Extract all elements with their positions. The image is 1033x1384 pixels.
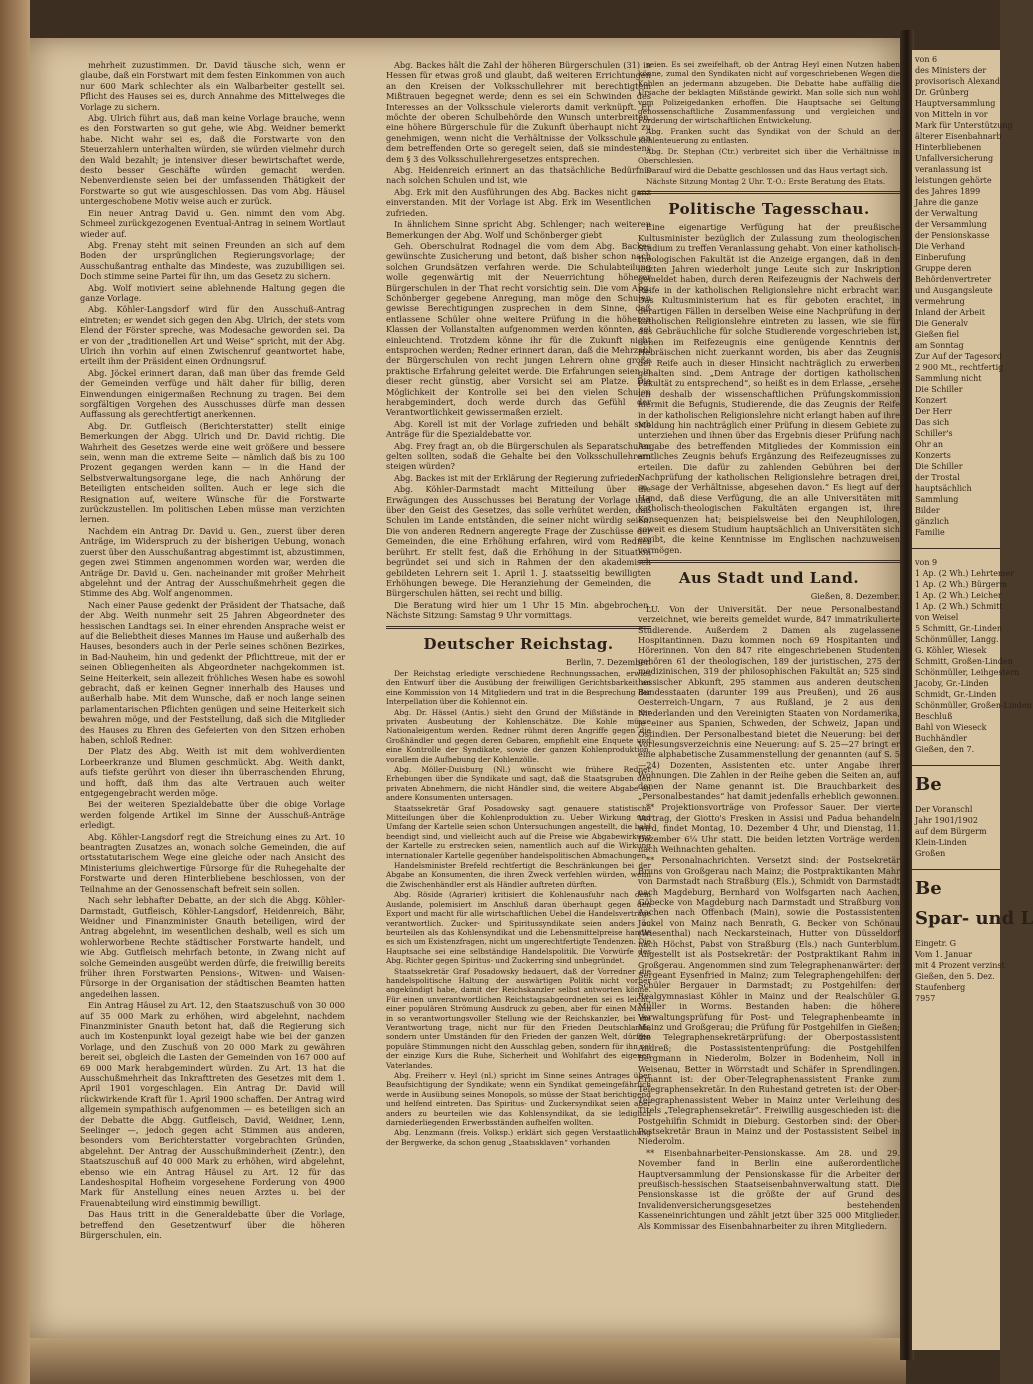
article-paragraph: Abg. Köhler-Langsdorf regt die Streichung eines zu Art. 10 beantragten Zusatzes an, wonach solche Gemeinden, die auf ortsstatutarischem Wege eine gleiche oder nach Ansicht des Ministeriums gleichwertige Fürsorge für die Ruhegehalte der Forstwarte und deren Hinterbliebene beschlossen, von der Teilnahme an der Genossenschaft befreit sein sollen.: [80, 831, 345, 894]
facing-page-line: Bilder: [915, 506, 940, 515]
facing-page-line: des Jahres 1899: [915, 187, 981, 196]
article-paragraph: seien. Es sei zweifelhaft, ob der Antrag Heyl einen Nutzen haben könne, zumal den Syndikaten nicht auf vorgeschriebenen Wegen die Kohlen an jedermann abzugeben. Die Debatte habe auffällig die Ursache der beklagten Mißstände gewirkt. Man solle sich nun wohl vom Polizeigedanken erhoffen. Die Hauptsache sei Geltung genossenschaftliche Zusammenfassung und vergleichen und Förderung der wirtschaftlichen Entwickelung.: [638, 60, 900, 126]
article-paragraph: Abg. Ulrich führt aus, daß man keine Vorlage brauche, wenn es den Forstwarten so gut gehe, wie Abg. Weidner bemerkt habe. Nicht wahr sei es, daß die Forstwarte von den Steuerzahlern unterhalten würden, sie würden vielmehr durch den Wald bezahlt; je intensiver dieser bewirtschaftet werde, desto besser Geschäfte würden gemacht werden. Nebenverdienste seien bei der umfassenden Thätigkeit der Forstwarte so gut wie ausgeschlossen. Das vom Abg. Häusel untergeschobene Motiv weise auch er zurück.: [80, 113, 345, 207]
article-paragraph: Handelsminister Brefeld rechtfertigt die Beschränkungen bei der Abgabe an Konsumenten, die ihren Zweck verfehlen würden, wenn die Zwischenhändler erst als Händler auftreten dürften.: [386, 861, 651, 889]
facing-page-line: Buchhändler: [915, 734, 967, 743]
facing-page-text-mid: [912, 800, 1000, 863]
facing-page-line: Schönmüller, Großen-Linden: [915, 701, 1032, 710]
facing-page-line: Sammlung: [915, 495, 959, 504]
facing-page-line: von Mitteln in vor: [915, 110, 988, 119]
facing-page-line: von 6: [915, 55, 938, 64]
column-2-paragraphs: [386, 60, 651, 621]
facing-page-line: mit 4 Prozent verzinst: [915, 961, 1005, 970]
facing-page-heading-2: Be: [915, 878, 942, 899]
facing-page-heading-1: Be: [915, 774, 942, 795]
article-paragraph: Abg. Frenay steht mit seinen Freunden an sich auf dem Boden der ursprünglichen Regierungsvorlage; der Ausschußantrag enthalte das Mindeste, was zuzubilligen sei. Doch stimme seine Partei für ihn, um das Gesetz zu sichern.: [80, 239, 345, 282]
page-stack-edge: [30, 1338, 906, 1384]
section-title-local: Aus Stadt und Land.: [678, 569, 860, 588]
article-paragraph: Abg. Erk mit den Ausführungen des Abg. Backes nicht ganz einverstanden. Mit der Vorlage ist Abg. Erk im Wesentlichen zufrieden.: [386, 186, 651, 218]
facing-page-line: Die Schiller: [915, 385, 963, 394]
facing-page-line: Behördenvertreter: [915, 275, 992, 284]
facing-page-line: Hinterbliebenen: [915, 143, 982, 152]
article-paragraph: Nachdem ein Antrag Dr. David u. Gen., zuerst über deren Anträge, im Widerspruch zu der bisherigen Uebung, wonach zuerst über den Ausschußantrag abgestimmt ist, abzustimmen, gegen zwei Stimmen angenommen worden war, werden die Anträge Dr. David u. Gen. nacheinander mit großer Mehrheit abgelehnt und der Antrag der Ausschußmehrheit gegen die Stimme des Abg. Wolf angenommen.: [80, 525, 345, 599]
book-left-edge: [0, 0, 30, 1384]
article-paragraph: Abg. Jöckel erinnert daran, daß man über das fremde Geld der Gemeinden verfüge und hält daher für billig, deren Einwendungen einigermaßen Rechnung zu tragen. Bei dem sorgfältigen Vorgehen des Ausschusses dürfe man dessen Auffassung als gerechtfertigt anerkennen.: [80, 367, 345, 420]
facing-page-line: Staufenberg: [915, 983, 966, 992]
facing-page-line: Hauptversammlung: [915, 99, 996, 108]
article-paragraph: Abg. Dr. Stephan (Ctr.) verbreitet sich über die Verhältnisse in Oberschlesien.: [638, 146, 900, 166]
facing-page-line: Gießen, den 7.: [915, 745, 975, 754]
facing-page-line: Zur Auf der Tagesord: [915, 352, 1002, 361]
facing-page-line: Das sich: [915, 418, 950, 427]
facing-page-text-bottom: [912, 934, 1005, 1008]
facing-page-line: Ohr an: [915, 440, 943, 449]
article-paragraph: Abg. Köhler-Langsdorf wird für den Ausschuß-Antrag eintreten; er wendet sich gegen den Abg. Ulrich, der stets vom Elend der Förster spreche, was Modesache geworden sei. Da er von der „traditionellen Art und Weise“ spricht, mit der Abg. Ulrich ihn vorhin auf einen Zwischenruf geantwortet habe, erteilt ihm der Präsident einen Ordnungsruf.: [80, 304, 345, 367]
column-tagesschau: [638, 60, 900, 1232]
facing-page-line: Eingetr. G: [915, 939, 957, 948]
facing-page-line: Der Voranschl: [915, 805, 973, 814]
reichstag-report: [386, 669, 651, 1147]
facing-page-line: vermehrung: [915, 297, 965, 306]
facing-page-line: provisorisch Alexand: [915, 77, 1001, 86]
article-paragraph: Staatssekretär Graf Posadowsky bedauert, daß der Vorredner die handelspolitische Haltung der auswärtigen Politik nicht vorher angekündigt habe, damit der Reichskanzler selbst antworten könne. Für einen unverantwortlichen Reichstagsabgeordneten sei es leicht, einer populären Strömung Ausdruck zu geben, aber für einen Mann in so verantwortungsvoller Stellung wie der Reichskanzler, bei die Verantwortung trage, nicht nur für den Frieden Deutschlands, sondern unter Umständen für den Frieden der ganzen Welt, dürften populäre Stimmungen nicht den Ausschlag geben, sondern für ihn sei der einzige Kurs die Ruhe, Sicherheit und Wohlfahrt des eigenen Vaterlandes.: [386, 966, 651, 1070]
facing-page-line: der Pensionskasse: [915, 231, 990, 240]
article-paragraph: ** Projektionsvorträge von Professor Sauer. Der vierte Vortrag, der Giotto's Fresken in Assisi und Padua behandeln wird, findet Montag, 10. Dezember 4 Uhr, und Dienstag, 11. Dezember 6¼ Uhr statt. Die beiden letzten Vorträge werden nach Weihnachten gehalten.: [638, 802, 900, 855]
section-title-reichstag: Deutscher Reichstag.: [423, 634, 614, 653]
facing-page-line: älterer Eisenbahnarb: [915, 132, 1002, 141]
facing-page-line: von Weisel: [915, 613, 959, 622]
facing-page-line: Schiller's: [915, 429, 953, 438]
article-paragraph: mehrheit zuzustimmen. Dr. David täusche sich, wenn er glaube, daß ein Forstwart mit dem festen Einkommen von auch nur 600 Mark schlechter als ein Walbarbeiter gestellt sei. Pflicht des Hauses sei es, durch Annahme des Mittelweges die Vorlage zu sichern.: [80, 60, 345, 112]
facing-page-line: 1 Ap. (2 Wh.) Schmitt: [915, 602, 1003, 611]
article-paragraph: ** Personalnachrichten. Versetzt sind: der Postsekretär Bruns von Großgerau nach Mainz; die Postpraktikanten Mahr von Darmstadt nach Straßburg (Els.), Schmidt von Darmstadt nach Magdeburg, Bernhard von Wolfsgarten nach Aachen, Göbecke von Magdeburg nach Darmstadt und Straßburg von Aachen nach Offenbach (Main), sowie die Postassistenten Jöckel von Mainz nach Benrath, G. Becker von Schönau (Wiesenthal) nach Neckarsteinach, Hutter von Düsseldorf nach Höchst, Pabst von Straßburg (Els.) nach Gunterblum. Angestellt ist als Postsekretär: der Postpraktikant Rahm in Großgerau. Angenommen sind zum Telegraphenanwärter: der Sergeant Eysenfried in Mainz; zum Telegraphengehilfen: der Schüler Bergauer in Darmstadt; zu Postgehilfen: der Realgymnasiast Köhler in Mainz und der Realschüler G. Müller in Worms. Bestanden haben: die höhere Verwaltungsprüfung für Post- und Telegraphenbeamte in Mainz und Großgerau; die Prüfung für Postgehilfen in Gießen; die Telegraphensekretärprüfung: der Oberpostassistent Andreß; die Postassistentenprüfung: die Postgehilfen Bergmann in Niederolm, Bolzer in Bodenheim, Noll in Weisenau, Better in Wörrstadt und Schäfer in Sprendlingen. Ernannt ist: der Ober-Telegraphenassistent Franke zum Telegraphensekretär. In den Ruhestand getreten ist: der Ober-Telegraphenassistent Weber in Mainz unter Verleihung des Titels „Telegraphensekretär“. Freiwillig ausgeschieden ist: die Postgehilfin Schmidt in Dieburg. Gestorben sind: der Ober-Postsekretär Braun in Mainz und der Postassistent Seibel in Niederolm.: [638, 855, 900, 1147]
facing-page-line: Bahl von Wieseck: [915, 723, 987, 732]
article-paragraph: Abg. Köhler-Darmstadt macht Mitteilung über die Erwägungen des Ausschusses bei Beratung der Vorlage und über den Geist des Gesetzes, das solle verhütet werden, daß Schulen im Lande entständen, die seiner nicht würdig seien. Die von anderen Rednern angeregte Frage der Zuschüsse der Gemeinden, die eine Erhöhung erfahren, wird vom Redner berührt. Er stellt fest, daß die Erhöhung in der Situation begründet sei und sich in Rahmen der den akademisch gebildeten Lehrern seit 1. April 1. J. staatsseitig bewilligten Erhöhungen bewege. Die Heranziehung der Gemeinden, die Bürgerschulen hätten, sei recht und billig.: [386, 484, 651, 599]
article-paragraph: In ähnlichem Sinne spricht Abg. Schlenger; nach weiteren Bemerkungen der Abg. Wolf und Schönberger giebt: [386, 219, 651, 240]
facing-page-line: Jacoby, Gr.-Linden: [915, 679, 989, 688]
facing-page-line: Schmitt, Großen-Linden: [915, 657, 1013, 666]
column-landtag: [80, 60, 345, 1242]
facing-page-line: veranlassung ist: [915, 165, 982, 174]
article-paragraph: Abg. Dr. Hässel (Antis.) sieht den Grund der Mißstände in der privaten Ausbeutung der Kohlenschätze. Die Kohle müsse Nationaleigentum werden. Redner rühmt deren Angriffe gegen die Großhändler und gegen deren Gebaren, empfiehlt eine Enquete und eine Kontrolle der Syndikate, sowie der ganzen Kohlenproduktion, vorallem die Aufhebung der Kohlenzölle.: [386, 707, 651, 764]
facing-page-line: 5 Schmitt, Gr.-Linden: [915, 624, 1003, 633]
facing-page-line: Unfallversicherung: [915, 154, 994, 163]
facing-page-line: Konzerts: [915, 451, 951, 460]
facing-page-line: Der Herr: [915, 407, 952, 416]
facing-page-line: Schönmüller, Leihgestern: [915, 668, 1020, 677]
facing-page-line: Klein-Linden: [915, 838, 967, 847]
column-reichstag: [386, 60, 651, 1148]
facing-page-line: 1 Ap. (2 Wh.) Lehrtemer: [915, 569, 1015, 578]
article-paragraph: Abg. Backes hält die Zahl der höheren Bürgerschulen (31) in Hessen für etwas groß und glaubt, daß weiteren Errichtungen an den Kreisen der Volksschullehrer mit berechtigtem Mißtrauen begegnet werde; denn es sei ein Schwinden des Interesses an der Volksschule vielerorts damit verknüpft. Er möchte der oberen Schulbehörde den Wunsch unterbreiten, eine höhere Bürgerschule für die Zukunft überhaupt nicht zu genehmigen, wenn nicht die Verhältnisse der Volksschule an dem betreffenden Orte so geregelt seien, daß sie mindestens dem § 3 des Volksschullehrergesetzes entsprechen.: [386, 60, 651, 164]
facing-page-line: Konzert: [915, 396, 947, 405]
article-paragraph: Bei der weiteren Spezialdebatte über die obige Vorlage werden folgende Artikel im Sinne der Ausschuß-Anträge erledigt.: [80, 799, 345, 831]
facing-page-line: Sammlung nicht: [915, 374, 982, 383]
facing-page-line: der Trostal: [915, 473, 960, 482]
facing-page-line: Gruppe deren: [915, 264, 972, 273]
reichstag-continuation: [638, 60, 900, 186]
article-paragraph: Abg. Frey fragt an, ob die Bürgerschulen als Separatschulen gelten sollten, sodaß die Gehalte bei den Volksschullehrern steigen würden?: [386, 440, 651, 472]
article-paragraph: Abg. Wolf motiviert seine ablehnende Haltung gegen die ganze Vorlage.: [80, 282, 345, 303]
facing-page-line: Jahre die ganze: [915, 198, 979, 207]
article-paragraph: Abg. Korell ist mit der Vorlage zufrieden und behält sich Anträge für die Spezialdebatte vor.: [386, 418, 651, 440]
facing-page-text-top: [912, 50, 1013, 542]
article-paragraph: Abg. Franken sucht das Syndikat von der Schuld an der Kohlenteuerung zu entlasten.: [638, 126, 900, 146]
facing-page-line: Gießen fiel: [915, 330, 960, 339]
article-paragraph: LU. Von der Universität. Der neue Personalbestand verzeichnet, wie bereits gemeldet wurde, 847 immatrikulierte Studierende. Außerdem 2 Damen als zugelassene Hospitantinnen. Dazu kommen noch 69 Hospitanten und Hörerinnen. Von den 847 rite eingeschriebenen Studenten gehören 61 der theologischen, 189 der juristischen, 275 der medizinischen, 319 der philosophischen Fakultät an; 525 sind hessischer Abkunft, 295 stammen aus anderen deutschen Bundesstaaten (darunter 199 aus Preußen), und 26 aus Oesterreich-Ungarn, 7 aus Rußland, je 2 aus den Niederlanden und den Vereinigten Staaten von Nordamerika, je einer aus Spanien, Schweden, der Schweiz, Japan und Ostindien. Der Personalbestand bietet die Neuerung: bei der Vorlesungsverzeichnis eine Neuerung: auf S. 25—27 bringt er eine alphabetische Zusammenstellung der genannten (auf S. 5—24) Dozenten, Assistenten etc. unter Angabe ihrer Wohnungen. Die Zahlen in der Reihe geben die Seiten an, auf denen der Name genannt ist. Die Brauchbarkeit des „Personalbestandes“ hat damit jedenfalls erheblich gewonnen.: [638, 603, 900, 801]
facing-page-line: Die Verhand: [915, 242, 966, 251]
politics-report: [638, 222, 900, 555]
article-paragraph: Eine eigenartige Verfügung hat der preußische Kultusminister bezüglich der Zulassung zum theologischen Studium zu treffen Veranlassung gehabt. Von einer katholisch-theologischen Fakultät ist die Anzeige ergangen, daß in den letzten Jahren wiederholt junge Leute sich zur Inskription gemeldet haben, durch deren Reifezeugnis der Nachweis der Reife in der katholischen Religionslehre nicht erbracht war. Das Kultusministerium hat es für geboten erachtet, in derartigen Fällen in derselben Weise eine Nachprüfung in der katholischen Religionslehre eintreten zu lassen, wie sie für das Gebräuchliche für solche Studierende vorgeschrieben ist, denen im Reifezeugnis eine genügende Kenntnis der Hebräischen nicht zuerkannt worden, bis aber das Zeugnis der Reife auch in dieser Hinsicht nachträglich zu erwerben gehalten sind. „Dem Antrage der dortigen katholischen Fakultät zu entsprechend“, so heißt es in dem Erlasse, „ersehe ich deshalb der wissenschaftlichen Prüfungskommission hiermit die Befugnis, Studierende, die das Zeugnis der Reife in der katholischen Religionslehre nicht erlangt haben auf ihre Meldung hin nachträglich einer Prüfung in diesem Gebiete zu unterziehen und ihnen über das Ergebnis dieser Prüfung nach Angabe des betreffenden Mitgliedes der Kommission ein amtliches Zeugnis behufs Ergänzung des Reifezeugnisses zu erteilen. Die dafür zu zahlenden Gebühren bei der Nachprüfung der katholischen Religionslehre betragen drei, so sage der Verhältnisse, abgesehen davon.“ Es liegt auf der Hand, daß diese Verfügung, die an alle Universitäten mit katholisch-theologischen Fakultäten ergangen ist, ihre Konsequenzen hat; beispielsweise bei den Neuphilologen, soweit es diesem Studium hauptsächlich an Universitäten sich ergibt, die keine Kenntnisse im Englischen nachzuweisen vermögen.: [638, 222, 900, 555]
facing-page-line: Jahr 1901/1902: [915, 816, 978, 825]
facing-page-line: Beschluß: [915, 712, 953, 721]
facing-page-line: und Ausgangsleute: [915, 286, 993, 295]
facing-page-line: Dr. Grünberg: [915, 88, 969, 97]
section-divider: [386, 626, 651, 629]
facing-page-line: Gießen, den 5. Dez.: [915, 972, 995, 981]
facing-page-line: Großen: [915, 849, 946, 858]
facing-page-line: Einberufung: [915, 253, 966, 262]
facing-page-fragment: [912, 50, 1033, 1350]
article-paragraph: Der Reichstag erledigte verschiedene Rechnungssachen, erwies den Entwurf über die Ausübung der freiwilligen Gerichtsbarkeit an eine Kommission von 14 Mitgliedern und trat in die Besprechung der Interpellation über die Kohlennot ein.: [386, 668, 651, 707]
facing-page-line: 1 Ap. (2 Wh.) Bürgerm: [915, 580, 1008, 589]
article-paragraph: Abg. Röside (Agrarier) kritisiert die Kohlenausfuhr nach dem Auslande, polemisiert im Anschluß daran überhaupt gegen den Export und macht für alle wirtschaftlichen Uebel die Handelsverträge verantwortlich. Zucker- und Spiritussyndikate seien anders zu beurteilen als das Kohlensyndikat und die Lebensmittelpreise handle es sich um Existenzfragen, nicht um ungerechtfertigte Tendenzen. Die Hauptsache sei eine selbständige Handelspolitik. Die Vorwürfe des Abg. Richter gegen Spiritus- und Zuckerring sind unbegründet.: [386, 890, 651, 966]
article-paragraph: Darauf wird die Debatte geschlossen und das Haus vertagt sich.: [646, 166, 888, 176]
article-paragraph: Ein neuer Antrag David u. Gen. nimmt den vom Abg. Schmeel zurückgezogenen Eventual-Antrag in seinem Wortlaut wieder auf.: [80, 207, 345, 239]
facing-page-line: der Versammlung: [915, 220, 987, 229]
facing-page-line: 1 Ap. (2 Wh.) Leicher: [915, 591, 1002, 600]
facing-page-line: Schmidt, Gr.-Linden: [915, 690, 997, 699]
article-paragraph: Nach sehr lebhafter Debatte, an der sich die Abgg. Köhler-Darmstadt, Gutfleisch, Köhler-Langsdorf, Heidenreich, Bähr, Weidner und Finanzminister Gnauth beteiligen, wird der Antrag abgelehnt, im wesentlichen deshalb, weil es sich um wohlerworbene Rechte städtischer Forstwarte handelt, und wie Abg. Gutfleisch mehrfach betonte, in Zwang nicht auf solche Gemeinden ausgeübt werden dürfe, die freiwillig bereits früher ihren Forstwarten Pensions-, Witwen- und Waisen-Fürsorge in der Organisation der städtischen Beamten hatten angedeihen lassen.: [80, 895, 345, 999]
article-paragraph: Abg. Dr. Gutfleisch (Berichterstatter) stellt einige Bemerkungen der Abgg. Ulrich und Dr. David richtig. Die Wahrheit des Gesetzes werde eine weit größere und bessere sein, wenn man die extreme Seite — nämlich daß bis zu 100 Prozent gegangen werden kann — in die Hand der Selbstverwaltungsorgane lege, die nach Anhörung der Beteiligten entscheiden sollten. Auch er lege sich die Resignation auf, weitere Wünsche für die Forstwarte zurückzustellen. Im politischen Leben müsse man verzichten lernen.: [80, 420, 345, 525]
dateline-berlin: Berlin, 7. Dezember.: [566, 656, 651, 667]
article-paragraph: Abg. Lenzmann (freis. Volksp.) erklärt sich gegen Verstaatlichung der Bergwerke, da schon genug „Staatssklaven“ vorhanden: [386, 1128, 651, 1147]
facing-page-line: 2 900 Mt., rechtfertig: [915, 363, 1004, 372]
facing-page-line: Die Schiller: [915, 462, 963, 471]
facing-page-line: Inland der Arbeit: [915, 308, 985, 317]
article-paragraph: Abg. Freiherr v. Heyl (nl.) spricht im Sinne seines Antrages über Beaufsichtigung der Syndikate; wenn ein Syndikat gemeingefährlich werde in Ausübung seines Monopols, so müsse der Staat berichtigend und helfend eintreten. Das Spiritus- und Zuckersyndikat seien aber anders zu beurteilen wie das Kohlensyndikat, da sie lediglich darniederliegenden Erwerbsständen aufhelfen wollten.: [386, 1071, 651, 1128]
facing-page-line: 7957: [915, 994, 936, 1003]
facing-page-line: leistungen gehörte: [915, 176, 992, 185]
article-paragraph: Ein Antrag Häusel zu Art. 12, den Staatszuschuß von 30 000 auf 35 000 Mark zu erhöhen, wird abgelehnt, nachdem Finanzminister Gnauth betont hat, daß die Regierung sich auch im Kostenpunkt loyal gezeigt habe wie bei der ganzen Vorlage, und den Zuschuß von 20 000 Mark zu gewähren bereit sei, obgleich die Lasten der Gemeinden von 167 000 auf 69 000 Mark herabgemindert würden. Zu Art. 13 hat die Ausschußmehrheit das Inkrafttreten des Gesetzes mit dem 1. April 1901 vorgeschlagen. Ein Antrag Dr. David will rückwirkende Kraft für 1. April 1900 schaffen. Der Antrag wird allgemein sympathisch aufgenommen — es beteiligen sich an der Debatte die Abgg. Gutfleisch, David, Weidner, Lenn, Seelinger —, jedoch gegen acht Stimmen aus anderen, besonders vom Berichterstatter vorgebrachten Gründen, abgelehnt. Der Antrag der Ausschußminderheit (Zentr.), den Staatszuschuß auf 40 000 Mark zu erhöhen, wird abgelehnt, ebenso wie ein Antrag Häusel zu Art. 12 für das Landeshospital Hofheim vorgesehene Forderung von 4900 Mark für Anstellung eines neuen Arztes u. bei der Frauenabteilung wird einstimmig bewilligt.: [80, 1000, 345, 1208]
dateline-giessen: Gießen, 8. Dezember.: [810, 591, 900, 602]
article-paragraph: Nächste Sitzung Montag 2 Uhr. T.-O.: Erste Beratung des Etats.: [646, 176, 886, 186]
facing-page-line: G. Köhler, Wiesek: [915, 646, 987, 655]
facing-page-line: auf dem Bürgerm: [915, 827, 987, 836]
section-divider: [638, 191, 900, 194]
article-paragraph: Nach einer Pause gedenkt der Präsident der Thatsache, daß der Abg. Weith nunmehr seit 25 Jahren Abgeordneter des hessischen Landtags sei. In einer ehrenden Ansprache weist er auf die Beliebtheit dieses Mannes im Hause und außerhalb des Hauses, besonders auch in der Perle seines schönen Bezirkes, in Bad-Nauheim, hin und gedenkt der Pflichttreue, mit der er seinen Obliegenheiten als Abgeordneter nachgekommen ist. Seine Heiterkeit, sein allezeit fröhliches Wesen habe es sowohl gebracht, daß er keinen Gegner innerhalb des Hauses und außerhalb habe. Mit dem Wunsche, daß er noch lange seinen parlamentarischen Pflichten genügen und seine Heiterkeit sich bewahren möge, und der Feststellung, daß sich die Mitglieder des Hauses zu Ehren des Gefeierten von den Sitzen erhoben haben, schloß Redner.: [80, 599, 345, 745]
local-news: [638, 604, 900, 1231]
article-paragraph: Die Beratung wird hier um 1 Uhr 15 Min. abgebrochen. Nächste Sitzung: Samstag 9 Uhr vormittags.: [386, 599, 651, 621]
facing-page-line: Mark für Unterstützung: [915, 121, 1013, 130]
facing-page-line: der Verwaltung: [915, 209, 978, 218]
facing-page-line: Die Generalv: [915, 319, 968, 328]
facing-page-line: Familie: [915, 528, 945, 537]
article-paragraph: Geh. Oberschulrat Rodnagel die vom dem Abg. Backes gewünschte Zusicherung und betont, daß bisher schon nach solchen Grundsätzen verfahren werde. Die Schulabteilung wolle gegenwärtig mit der Neuerrichtung höherer Bürgerschulen in der That recht vorsichtig sein. Die vom Abg. Schönberger gegebene Anregung, man möge den Schulen gewisse Berechtigungen zusprechen in dem Sinne, daß entlassene Schüler ohne weitere Prüfung in die höheren Klassen der Vollanstalten aufgenommen werden könnten, sei einleuchtend. Trotzdem könne ihr für die Zukunft nicht entsprochen werden; Redner erinnert daran, daß die Mehrzahl der Bürgerschulen von recht jungen Lehrern ohne große praktische Erfahrung geleitet werde. Die Erfahrungen seien in dieser recht günstig, aber Vorsicht sei am Platze. Die Möglichkeit der Kontrolle sei bei den vielen Schulen herabgemindert, doch werde durch das Gefühl der Verantwortlichkeit gewissermaßen erzielt.: [386, 240, 651, 418]
section-divider: [638, 560, 900, 563]
facing-page-list: [912, 553, 1032, 759]
facing-page-line: von 9: [915, 558, 938, 567]
article-paragraph: ** Eisenbahnarbeiter-Pensionskasse. Am 28. und 29. November fand in Berlin eine außerordentliche Hauptversammlung der Pensionskasse für die Arbeiter der preußisch-hessischen Staatseisenbahnverwaltung statt. Die Pensionskasse ist die größte der auf Grund des Invalidenversicherungsgesetzes bestehenden Kasseneinrichtungen und zählt jetzt über 325 000 Mitglieder. Als Kommissar des Eisenbahnarbeiter zu ihren Mitgliedern.: [638, 1147, 900, 1231]
article-paragraph: Das Haus tritt in die Generaldebatte über die Vorlage, betreffend den Gesetzentwurf über die höheren Bürgerschulen, ein.: [80, 1209, 345, 1241]
article-paragraph: Abg. Heidenreich erinnert an das thatsächliche Bedürfnis nach solchen Schulen und ist, wie: [386, 165, 651, 186]
article-paragraph: Abg. Backes ist mit der Erklärung der Regierung zufrieden.: [394, 472, 643, 483]
article-paragraph: Abg. Möller-Duisburg (Nl.) wünscht wie frühere Redner Erhebungen über die Syndikate und sagt, daß die Staatsgruben den privaten Abnehmern, die nicht Händler sind, die weitere Abgabe an andere Konsumenten untersagen.: [386, 765, 651, 803]
section-title-politics: Politische Tagesschau.: [668, 200, 870, 219]
facing-page-line: hauptsächlich: [915, 484, 972, 493]
article-paragraph: Der Platz des Abg. Weith ist mit dem wohlverdienten Lorbeerkranze und Blumen geschmückt. Abg. Weith dankt, aufs tiefste gerührt von dieser ihn überraschenden Ehrung, und hofft, daß ihm das alte Vertrauen auch weiter entgegengebracht werden möge.: [80, 746, 345, 799]
facing-page-line: des Ministers der: [915, 66, 987, 75]
article-paragraph: Staatssekretär Graf Posadowsky sagt genauere statistische Mitteilungen über die Kohlenproduktion zu. Ueber Wirkung und Umfang der Kartelle seien schon Untersuchungen angestellt, die bald beendigt sind, und vielleicht auch auf die Preise wie Abgabewirkung der Kartelle zu erstrecken seien, namentlich auch auf die Wirkung internationaler Kartelle gegenüber handelspolitischen Abmachungen.: [386, 803, 651, 860]
facing-page-line: Schönmüller, Langg.: [915, 635, 999, 644]
facing-page-heading-3: Spar- und L: [915, 908, 1033, 929]
facing-page-line: Vom 1. Januar: [915, 950, 973, 959]
facing-page-line: gänzlich: [915, 517, 950, 526]
facing-page-line: am Sonntag: [915, 341, 964, 350]
